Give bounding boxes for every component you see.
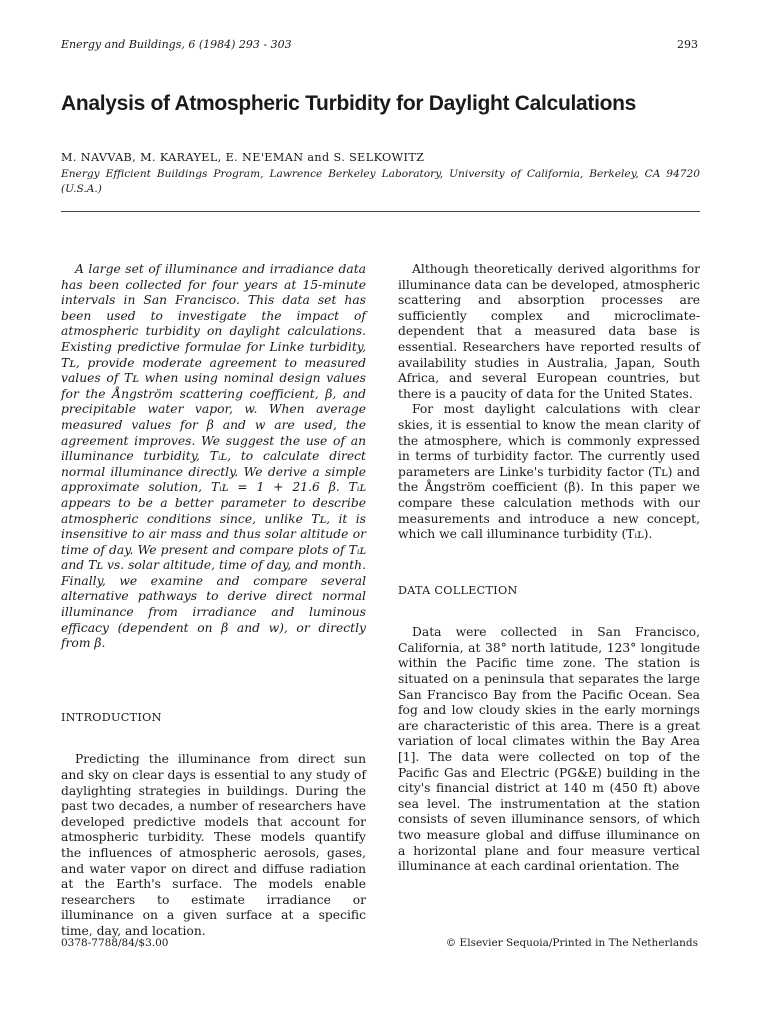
footer-issn: 0378-7788/84/$3.00	[61, 937, 169, 949]
authors: M. NAVVAB, M. KARAYEL, E. NE'EMAN and S. SELKOWITZ	[61, 151, 425, 164]
page-number: 293	[677, 38, 698, 51]
affiliation: Energy Efficient Buildings Program, Lawrence Berkeley Laboratory, University of California, Berkeley, CA 94720 (U.S.A.)	[61, 168, 700, 195]
body-paragraph-2: For most daylight calculations with clear skies, it is essential to know the mean clarity of the atmosphere, which is commonly expressed in terms of turbidity factor. The currently used parameters are Linke's turbidity factor (Tʟ) and the Ångström coefficient (β). In this paper we compare these calculation methods with our measurements and introduce a new concept, which we call illuminance turbidity (Tᵢʟ).	[398, 402, 700, 542]
introduction-heading: INTRODUCTION	[61, 710, 162, 724]
spacer	[61, 725, 366, 752]
footer-publisher: © Elsevier Sequoia/Printed in The Netherlands	[445, 937, 698, 949]
spacer	[398, 598, 700, 625]
journal-citation: Energy and Buildings, 6 (1984) 293 - 303	[61, 38, 292, 51]
abstract: A large set of illuminance and irradiance data has been collected for four years at 15-minute intervals in San Francisco. This data set has been used to investigate the impact of atmospheric turbidity on daylight calculations. Existing predictive formulae for Linke turbidity, Tʟ, provide moderate agreement to measured values of Tʟ when using nominal design values for the Ångström scattering coefficient, β, and precipitable water vapor, w. When average measured values for β and w are used, the agreement improves. We suggest the use of an illuminance turbidity, Tᵢʟ, to calculate direct normal illuminance directly. We derive a simple approximate solution, Tᵢʟ = 1 + 21.6 β. Tᵢʟ appears to be a better parameter to describe atmospheric conditions since, unlike Tʟ, it is insensitive to air mass and thus solar altitude or time of day. We present and compare plots of Tᵢʟ and Tʟ vs. solar altitude, time of day, and month. Finally, we examine and compare several alternative pathways to derive direct normal illuminance from irradiance and luminous efficacy (dependent on β and w), or directly from β.	[61, 262, 366, 651]
spacer	[398, 543, 700, 583]
left-column	[61, 262, 366, 940]
header-divider	[61, 211, 700, 212]
spacer	[61, 652, 366, 710]
data-collection-heading: DATA COLLECTION	[398, 583, 518, 597]
paper-title: Analysis of Atmospheric Turbidity for Daylight Calculations	[61, 92, 637, 115]
body-paragraph-1: Although theoretically derived algorithms for illuminance data can be developed, atmospheric scattering and absorption processes are sufficiently complex and microclimate-dependent that a measured data base is essential. Researchers have reported results of availability studies in Australia, Japan, South Africa, and several European countries, but there is a paucity of data for the United States.	[398, 262, 701, 401]
introduction-paragraph: Predicting the illuminance from direct sun and sky on clear days is essential to any study of daylighting strategies in buildings. During the past two decades, a number of researchers have developed predictive models that account for atmospheric turbidity. These models quantify the influences of atmospheric aerosols, gases, and water vapor on direct and diffuse radiation at the Earth's surface. The models enable researchers to estimate irradiance or illuminance on a given surface at a specific time, day, and location.	[61, 752, 366, 938]
right-column	[398, 262, 700, 875]
data-collection-paragraph: Data were collected in San Francisco, California, at 38° north latitude, 123° longitude within the Pacific time zone. The station is situated on a peninsula that separates the large San Francisco Bay from the Pacific Ocean. Sea fog and low cloudy skies in the early mornings are characteristic of this area. There is a great variation of local climates within the Bay Area [1]. The data were collected on top of the Pacific Gas and Electric (PG&E) building in the city's financial district at 140 m (450 ft) above sea level. The instrumentation at the station consists of seven illuminance sensors, of which two measure global and diffuse illuminance on a horizontal plane and four measure vertical illuminance at each cardinal orientation. The	[398, 625, 700, 874]
